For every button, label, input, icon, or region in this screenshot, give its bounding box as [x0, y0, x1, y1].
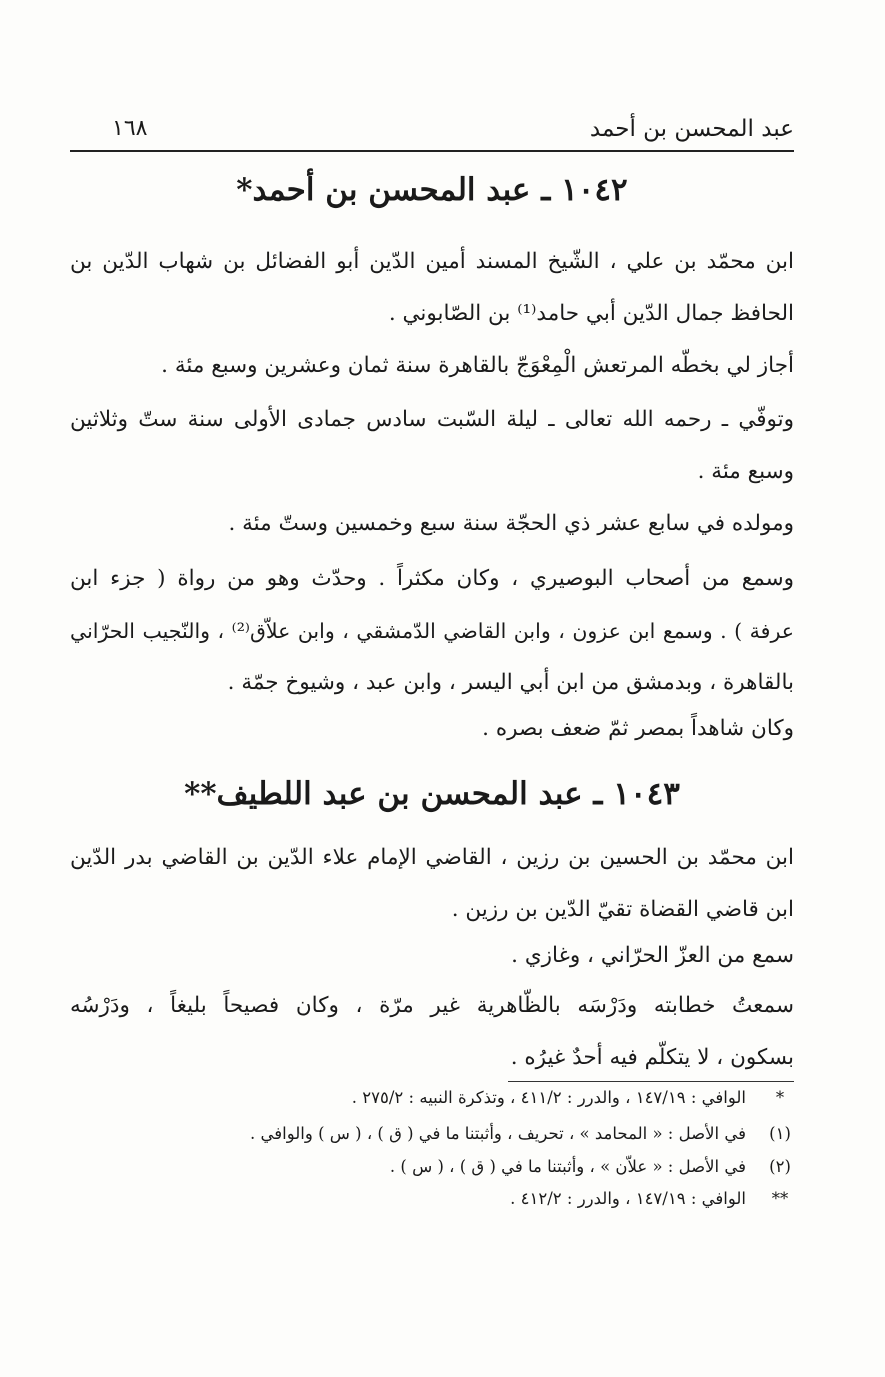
text-line: سمع من العزّ الحرّاني ، وغازي .	[511, 943, 794, 968]
footnote-marker: *	[775, 1088, 785, 1107]
footnote-text: الوافي : ١٤٧/١٩ ، والدرر : ٤١١/٢ ، وتذكرة النبيه : ٢٧٥/٢ .	[351, 1088, 746, 1107]
page-number: ١٦٨	[112, 116, 148, 141]
footnote-marker: (١)	[769, 1124, 791, 1143]
footnote-text: في الأصل : « علاّن » ، وأثبتنا ما في ( ق ) ، ( س ) .	[389, 1157, 746, 1176]
paragraph	[70, 236, 794, 340]
text-line: ابن محمّد بن الحسين بن رزين ، القاضي الإمام علاء الدّين بن القاضي بدر الدّين	[70, 845, 794, 870]
header-rule	[70, 150, 794, 152]
footnote-text: الوافي : ١٤٧/١٩ ، والدرر : ٤١٢/٢ .	[510, 1189, 746, 1208]
text-line: وتوفّي ـ رحمه الله تعالى ـ ليلة السّبت سادس جمادى الأولى سنة ستّ وثلاثين	[70, 407, 794, 432]
text-line: أجاز لي بخطّه المرتعش الْمِعْوَجّ بالقاهرة سنة ثمان وعشرين وسبع مئة .	[161, 353, 794, 378]
paragraph	[70, 498, 794, 550]
paragraph	[70, 703, 794, 755]
text-line: الحافظ جمال الدّين أبي حامد⁽¹⁾ بن الصّابوني .	[388, 301, 794, 326]
entry-heading: ١٠٤٢ ـ عبد المحسن بن أحمد*	[236, 172, 628, 208]
text-line: عرفة ) . وسمع ابن عزون ، وابن القاضي الدّمشقي ، وابن علاّق⁽²⁾ ، والنّجيب الحرّاني	[70, 619, 794, 643]
text-line: بالقاهرة ، وبدمشق من ابن أبي اليسر ، وابن عبد ، وشيوخ جمّة .	[227, 670, 794, 695]
footnote-rule	[508, 1081, 794, 1082]
footnote-marker: (٢)	[769, 1157, 791, 1176]
paragraph	[70, 980, 794, 1084]
running-header-title: عبد المحسن بن أحمد	[589, 116, 794, 142]
paragraph	[70, 832, 794, 936]
text-line: ابن قاضي القضاة تقيّ الدّين بن رزين .	[451, 897, 794, 922]
paragraph	[70, 930, 794, 982]
footnote	[70, 1189, 794, 1223]
text-line: وسبع مئة .	[697, 459, 794, 484]
text-line: وكان شاهداً بمصر ثمّ ضعف بصره .	[482, 716, 794, 741]
footnote	[70, 1124, 794, 1158]
text-line: بسكون ، لا يتكلّم فيه أحدٌ غيرُه .	[510, 1045, 794, 1070]
paragraph	[70, 394, 794, 498]
paragraph	[70, 340, 794, 392]
entry-heading: ١٠٤٣ ـ عبد المحسن بن عبد اللطيف**	[184, 776, 680, 812]
text-line: وسمع من أصحاب البوصيري ، وكان مكثراً . وحدّث وهو من رواة ( جزء ابن	[70, 566, 794, 591]
running-header	[70, 112, 794, 148]
text-line: ومولده في سابع عشر ذي الحجّة سنة سبع وخمسين وستّ مئة .	[228, 511, 794, 536]
paragraph	[70, 553, 794, 709]
text-line: سمعتُ خطابته ودَرْسَه بالظّاهرية غير مرّة ، وكان فصيحاً بليغاً ، ودَرْسُه	[70, 993, 794, 1018]
footnote	[70, 1157, 794, 1191]
footnote-text: في الأصل : « المحامد » ، تحريف ، وأثبتنا ما في ( ق ) ، ( س ) والوافي .	[250, 1124, 746, 1143]
footnote	[70, 1088, 794, 1122]
text-line: ابن محمّد بن علي ، الشّيخ المسند أمين الدّين أبو الفضائل بن شهاب الدّين بن	[70, 249, 794, 274]
footnote-marker: **	[771, 1189, 789, 1208]
